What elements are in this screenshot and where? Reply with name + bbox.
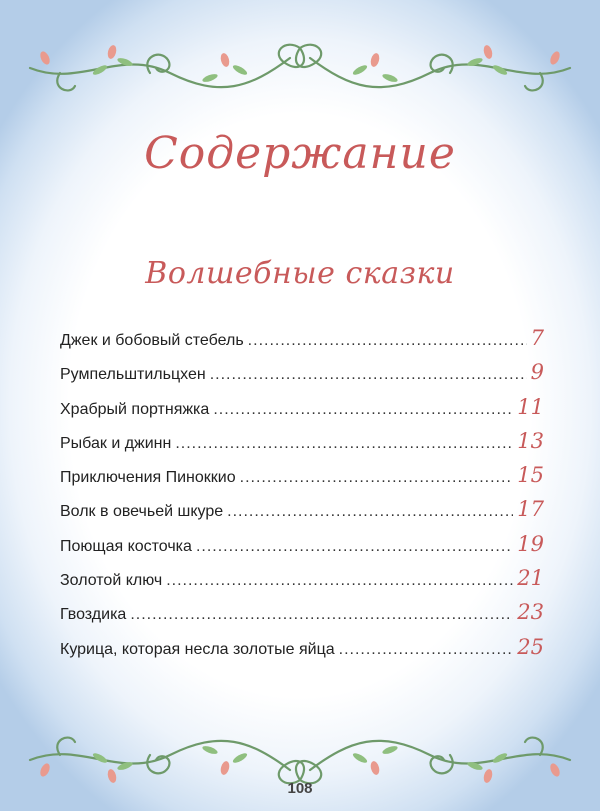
toc-row bbox=[60, 395, 544, 429]
toc-title: Волк в овечьей шкуре bbox=[60, 503, 224, 521]
toc-title: Золотой ключ bbox=[60, 572, 163, 590]
floral-vine-ornament-top bbox=[0, 18, 600, 108]
page-title: Содержание bbox=[144, 128, 456, 179]
toc-row bbox=[60, 532, 544, 566]
toc-page: 11 bbox=[517, 394, 544, 419]
toc-title: Гвоздика bbox=[60, 606, 127, 624]
toc-row bbox=[60, 326, 544, 360]
toc-page: 23 bbox=[517, 600, 544, 625]
toc-title: Храбрый портняжка bbox=[60, 400, 210, 418]
toc-page: 9 bbox=[530, 360, 544, 385]
toc-page: 21 bbox=[517, 566, 544, 591]
toc-leader bbox=[196, 538, 513, 556]
toc-page: 15 bbox=[517, 463, 544, 488]
table-of-contents bbox=[60, 326, 544, 669]
toc-page: 13 bbox=[517, 428, 544, 453]
toc-row bbox=[60, 429, 544, 463]
toc-leader bbox=[240, 469, 514, 487]
toc-title: Джек и бобовый стебель bbox=[60, 332, 244, 349]
toc-row bbox=[60, 566, 544, 600]
toc-leader bbox=[175, 435, 513, 453]
toc-title: Румпельштильцхен bbox=[60, 366, 206, 384]
toc-page: 25 bbox=[517, 634, 544, 659]
toc-leader bbox=[130, 606, 513, 624]
toc-title: Рыбак и джинн bbox=[60, 434, 172, 452]
toc-title: Курица, которая несла золотые яйца bbox=[60, 640, 335, 658]
toc-row bbox=[60, 600, 544, 634]
toc-leader bbox=[166, 572, 513, 590]
toc-leader bbox=[213, 401, 513, 419]
toc-page: 19 bbox=[517, 531, 544, 556]
page-number: 108 bbox=[287, 780, 313, 797]
toc-row bbox=[60, 360, 544, 394]
toc-page: 7 bbox=[530, 326, 544, 350]
section-title: Волшебные сказки bbox=[145, 256, 455, 291]
toc-leader bbox=[339, 641, 514, 659]
toc-title: Поющая косточка bbox=[60, 537, 192, 555]
toc-row bbox=[60, 463, 544, 497]
toc-row bbox=[60, 497, 544, 531]
toc-leader bbox=[227, 503, 513, 521]
toc-row bbox=[60, 635, 544, 669]
toc-leader bbox=[210, 366, 527, 384]
toc-title: Приключения Пиноккио bbox=[60, 469, 236, 487]
toc-page: 17 bbox=[517, 497, 544, 522]
toc-leader bbox=[248, 332, 527, 350]
